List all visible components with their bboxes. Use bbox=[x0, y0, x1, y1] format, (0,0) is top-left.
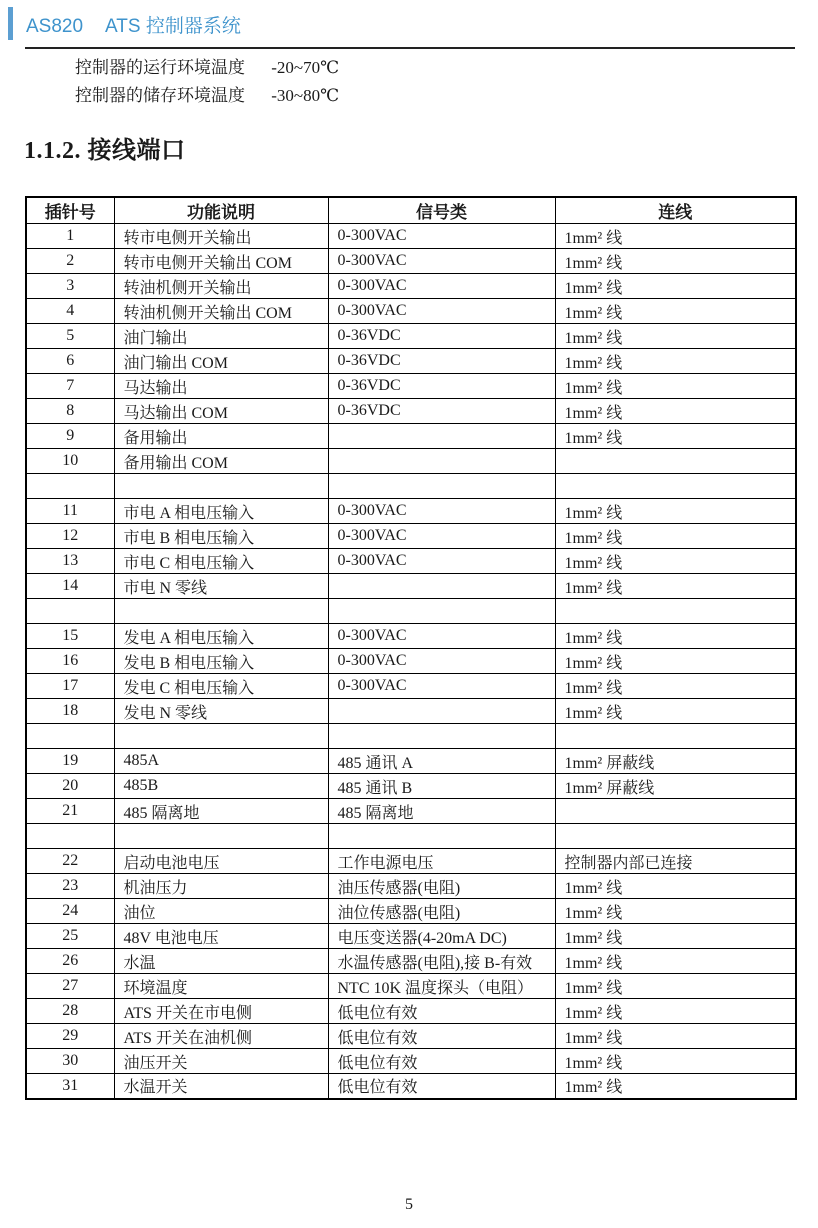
table-row bbox=[26, 924, 796, 949]
table-cell: 水温传感器(电阻),接 B-有效 bbox=[328, 949, 555, 974]
table-cell: 27 bbox=[26, 974, 114, 999]
table-cell: 22 bbox=[26, 849, 114, 874]
table-cell: 低电位有效 bbox=[328, 999, 555, 1024]
table-cell: 0-300VAC bbox=[328, 224, 555, 249]
wiring-table bbox=[25, 196, 797, 1100]
table-cell: 1mm² 线 bbox=[555, 1024, 796, 1049]
table-cell: 20 bbox=[26, 774, 114, 799]
section-heading: 1.1.2. 接线端口 bbox=[24, 138, 186, 164]
table-cell bbox=[26, 599, 114, 624]
table-cell: 9 bbox=[26, 424, 114, 449]
table-cell: 2 bbox=[26, 249, 114, 274]
table-row bbox=[26, 624, 796, 649]
table-cell: 8 bbox=[26, 399, 114, 424]
spec-label: 控制器的运行环境温度 bbox=[75, 58, 245, 77]
table-cell: 0-300VAC bbox=[328, 249, 555, 274]
table-cell: 21 bbox=[26, 799, 114, 824]
table-row bbox=[26, 524, 796, 549]
table-cell: 26 bbox=[26, 949, 114, 974]
table-cell: 1mm² 线 bbox=[555, 674, 796, 699]
table-cell: 485A bbox=[114, 749, 328, 774]
table-row bbox=[26, 899, 796, 924]
table-row bbox=[26, 799, 796, 824]
table-row bbox=[26, 1074, 796, 1099]
table-cell: 1mm² 线 bbox=[555, 399, 796, 424]
spec-line-storage-temp bbox=[75, 82, 339, 110]
table-row bbox=[26, 349, 796, 374]
table-cell bbox=[555, 474, 796, 499]
table-cell: 转市电侧开关输出 COM bbox=[114, 249, 328, 274]
spec-label: 控制器的储存环境温度 bbox=[75, 86, 245, 105]
table-cell: 10 bbox=[26, 449, 114, 474]
table-cell bbox=[26, 724, 114, 749]
table-row bbox=[26, 574, 796, 599]
table-row bbox=[26, 224, 796, 249]
table-cell: 17 bbox=[26, 674, 114, 699]
table-cell bbox=[114, 724, 328, 749]
table-cell: 1mm² 线 bbox=[555, 574, 796, 599]
table-cell: 1mm² 线 bbox=[555, 874, 796, 899]
page-title-model: AS820 bbox=[26, 16, 84, 37]
table-cell bbox=[328, 574, 555, 599]
table-cell: 1mm² 线 bbox=[555, 624, 796, 649]
table-cell: 低电位有效 bbox=[328, 1049, 555, 1074]
table-cell: 19 bbox=[26, 749, 114, 774]
table-row bbox=[26, 749, 796, 774]
table-row bbox=[26, 499, 796, 524]
table-cell: 发电 B 相电压输入 bbox=[114, 649, 328, 674]
table-cell: 18 bbox=[26, 699, 114, 724]
table-cell: 0-300VAC bbox=[328, 274, 555, 299]
table-cell: 发电 A 相电压输入 bbox=[114, 624, 328, 649]
table-cell: 1mm² 线 bbox=[555, 999, 796, 1024]
table-cell: 1mm² 线 bbox=[555, 524, 796, 549]
table-row bbox=[26, 824, 796, 849]
table-cell: 1mm² 线 bbox=[555, 899, 796, 924]
table-cell: 6 bbox=[26, 349, 114, 374]
table-cell bbox=[328, 724, 555, 749]
table-cell: 1mm² 线 bbox=[555, 1049, 796, 1074]
table-cell: ATS 开关在油机侧 bbox=[114, 1024, 328, 1049]
table-cell: 水温开关 bbox=[114, 1074, 328, 1099]
table-cell: 13 bbox=[26, 549, 114, 574]
table-cell: 启动电池电压 bbox=[114, 849, 328, 874]
table-cell: 低电位有效 bbox=[328, 1074, 555, 1099]
table-cell: 0-300VAC bbox=[328, 649, 555, 674]
table-cell: 市电 A 相电压输入 bbox=[114, 499, 328, 524]
wiring-table-body bbox=[26, 224, 796, 1099]
table-row bbox=[26, 324, 796, 349]
table-cell bbox=[328, 599, 555, 624]
table-cell bbox=[555, 449, 796, 474]
table-cell: 1mm² 线 bbox=[555, 349, 796, 374]
header-divider bbox=[25, 47, 795, 49]
table-row bbox=[26, 449, 796, 474]
table-row bbox=[26, 374, 796, 399]
table-cell: 16 bbox=[26, 649, 114, 674]
table-cell: 1mm² 线 bbox=[555, 974, 796, 999]
table-cell: 485B bbox=[114, 774, 328, 799]
table-cell bbox=[328, 424, 555, 449]
table-cell: 485 隔离地 bbox=[114, 799, 328, 824]
table-cell: 1mm² 线 bbox=[555, 249, 796, 274]
table-cell: 485 通讯 A bbox=[328, 749, 555, 774]
table-cell: 0-36VDC bbox=[328, 324, 555, 349]
table-cell: 485 通讯 B bbox=[328, 774, 555, 799]
table-row bbox=[26, 674, 796, 699]
table-cell: 马达输出 bbox=[114, 374, 328, 399]
table-cell: 1mm² 线 bbox=[555, 499, 796, 524]
table-row bbox=[26, 949, 796, 974]
table-cell: 1mm² 线 bbox=[555, 324, 796, 349]
table-cell: 7 bbox=[26, 374, 114, 399]
table-cell: 油门输出 COM bbox=[114, 349, 328, 374]
table-cell bbox=[114, 474, 328, 499]
table-row bbox=[26, 849, 796, 874]
table-header-row bbox=[26, 197, 796, 224]
table-cell: 0-300VAC bbox=[328, 674, 555, 699]
table-cell: 3 bbox=[26, 274, 114, 299]
table-cell: 1mm² 线 bbox=[555, 1074, 796, 1099]
table-cell: 环境温度 bbox=[114, 974, 328, 999]
table-row bbox=[26, 399, 796, 424]
table-cell: 低电位有效 bbox=[328, 1024, 555, 1049]
table-cell: 485 隔离地 bbox=[328, 799, 555, 824]
table-cell: 市电 N 零线 bbox=[114, 574, 328, 599]
table-cell: 25 bbox=[26, 924, 114, 949]
table-cell bbox=[328, 474, 555, 499]
table-cell bbox=[26, 474, 114, 499]
table-row bbox=[26, 274, 796, 299]
column-header-signal: 信号类 bbox=[328, 197, 555, 224]
table-cell: 31 bbox=[26, 1074, 114, 1099]
spec-line-operating-temp bbox=[75, 54, 339, 82]
table-cell: 转市电侧开关输出 bbox=[114, 224, 328, 249]
table-cell: 备用输出 bbox=[114, 424, 328, 449]
table-cell: 水温 bbox=[114, 949, 328, 974]
table-cell: 发电 N 零线 bbox=[114, 699, 328, 724]
table-cell: 转油机侧开关输出 bbox=[114, 274, 328, 299]
table-cell: 0-300VAC bbox=[328, 624, 555, 649]
table-cell: 油位传感器(电阻) bbox=[328, 899, 555, 924]
table-cell: 1mm² 线 bbox=[555, 924, 796, 949]
table-cell: 0-36VDC bbox=[328, 399, 555, 424]
table-cell: 市电 C 相电压输入 bbox=[114, 549, 328, 574]
table-cell: 发电 C 相电压输入 bbox=[114, 674, 328, 699]
table-row bbox=[26, 249, 796, 274]
table-cell bbox=[328, 449, 555, 474]
table-row bbox=[26, 424, 796, 449]
column-header-pin: 插针号 bbox=[26, 197, 114, 224]
table-cell: 油位 bbox=[114, 899, 328, 924]
table-cell bbox=[555, 799, 796, 824]
table-row bbox=[26, 874, 796, 899]
table-row bbox=[26, 299, 796, 324]
table-row bbox=[26, 1024, 796, 1049]
table-row bbox=[26, 999, 796, 1024]
table-cell: 油压传感器(电阻) bbox=[328, 874, 555, 899]
table-cell: 0-36VDC bbox=[328, 374, 555, 399]
table-cell: 0-300VAC bbox=[328, 549, 555, 574]
table-cell: 1mm² 屏蔽线 bbox=[555, 749, 796, 774]
table-row bbox=[26, 549, 796, 574]
header-accent-bar bbox=[8, 7, 13, 40]
table-cell: ATS 开关在市电侧 bbox=[114, 999, 328, 1024]
table-cell: 0-36VDC bbox=[328, 349, 555, 374]
table-cell: 工作电源电压 bbox=[328, 849, 555, 874]
table-cell: 12 bbox=[26, 524, 114, 549]
table-cell: 1mm² 线 bbox=[555, 299, 796, 324]
table-cell: 0-300VAC bbox=[328, 499, 555, 524]
table-cell: 马达输出 COM bbox=[114, 399, 328, 424]
spec-value: -20~70℃ bbox=[271, 58, 340, 77]
intro-specs bbox=[75, 54, 339, 110]
table-cell: 48V 电池电压 bbox=[114, 924, 328, 949]
table-cell: 油压开关 bbox=[114, 1049, 328, 1074]
table-row bbox=[26, 974, 796, 999]
table-cell: 5 bbox=[26, 324, 114, 349]
table-cell: 电压变送器(4-20mA DC) bbox=[328, 924, 555, 949]
page-number: 5 bbox=[405, 1196, 413, 1213]
table-cell bbox=[114, 599, 328, 624]
table-cell: 油门输出 bbox=[114, 324, 328, 349]
table-cell: 1mm² 线 bbox=[555, 649, 796, 674]
table-row bbox=[26, 724, 796, 749]
table-cell: 机油压力 bbox=[114, 874, 328, 899]
table-cell bbox=[26, 824, 114, 849]
table-cell: 0-300VAC bbox=[328, 524, 555, 549]
table-cell: 1 bbox=[26, 224, 114, 249]
table-cell: 1mm² 线 bbox=[555, 699, 796, 724]
table-cell: 28 bbox=[26, 999, 114, 1024]
column-header-function: 功能说明 bbox=[114, 197, 328, 224]
table-cell bbox=[555, 824, 796, 849]
table-cell bbox=[555, 599, 796, 624]
table-cell: 11 bbox=[26, 499, 114, 524]
table-cell bbox=[114, 824, 328, 849]
table-row bbox=[26, 1049, 796, 1074]
table-row bbox=[26, 649, 796, 674]
table-cell: 23 bbox=[26, 874, 114, 899]
table-cell bbox=[328, 824, 555, 849]
table-row bbox=[26, 699, 796, 724]
table-cell: 市电 B 相电压输入 bbox=[114, 524, 328, 549]
page-title-product: ATS 控制器系统 bbox=[105, 16, 241, 37]
table-cell: 29 bbox=[26, 1024, 114, 1049]
table-cell: 1mm² 线 bbox=[555, 949, 796, 974]
table-cell bbox=[555, 724, 796, 749]
table-cell: 1mm² 线 bbox=[555, 224, 796, 249]
table-cell: 备用输出 COM bbox=[114, 449, 328, 474]
table-row bbox=[26, 474, 796, 499]
table-cell: 0-300VAC bbox=[328, 299, 555, 324]
table-cell: 15 bbox=[26, 624, 114, 649]
table-cell: 1mm² 线 bbox=[555, 274, 796, 299]
table-cell: 24 bbox=[26, 899, 114, 924]
table-cell: 控制器内部已连接 bbox=[555, 849, 796, 874]
table-cell: 14 bbox=[26, 574, 114, 599]
table-cell: 1mm² 屏蔽线 bbox=[555, 774, 796, 799]
table-cell: 1mm² 线 bbox=[555, 374, 796, 399]
table-cell bbox=[328, 699, 555, 724]
column-header-connection: 连线 bbox=[555, 197, 796, 224]
table-cell: 30 bbox=[26, 1049, 114, 1074]
table-cell: 1mm² 线 bbox=[555, 424, 796, 449]
table-row bbox=[26, 774, 796, 799]
page-title bbox=[26, 11, 241, 38]
table-cell: 4 bbox=[26, 299, 114, 324]
spec-value: -30~80℃ bbox=[271, 86, 340, 105]
table-row bbox=[26, 599, 796, 624]
table-cell: 1mm² 线 bbox=[555, 549, 796, 574]
table-cell: NTC 10K 温度探头（电阻） bbox=[328, 974, 555, 999]
table-cell: 转油机侧开关输出 COM bbox=[114, 299, 328, 324]
